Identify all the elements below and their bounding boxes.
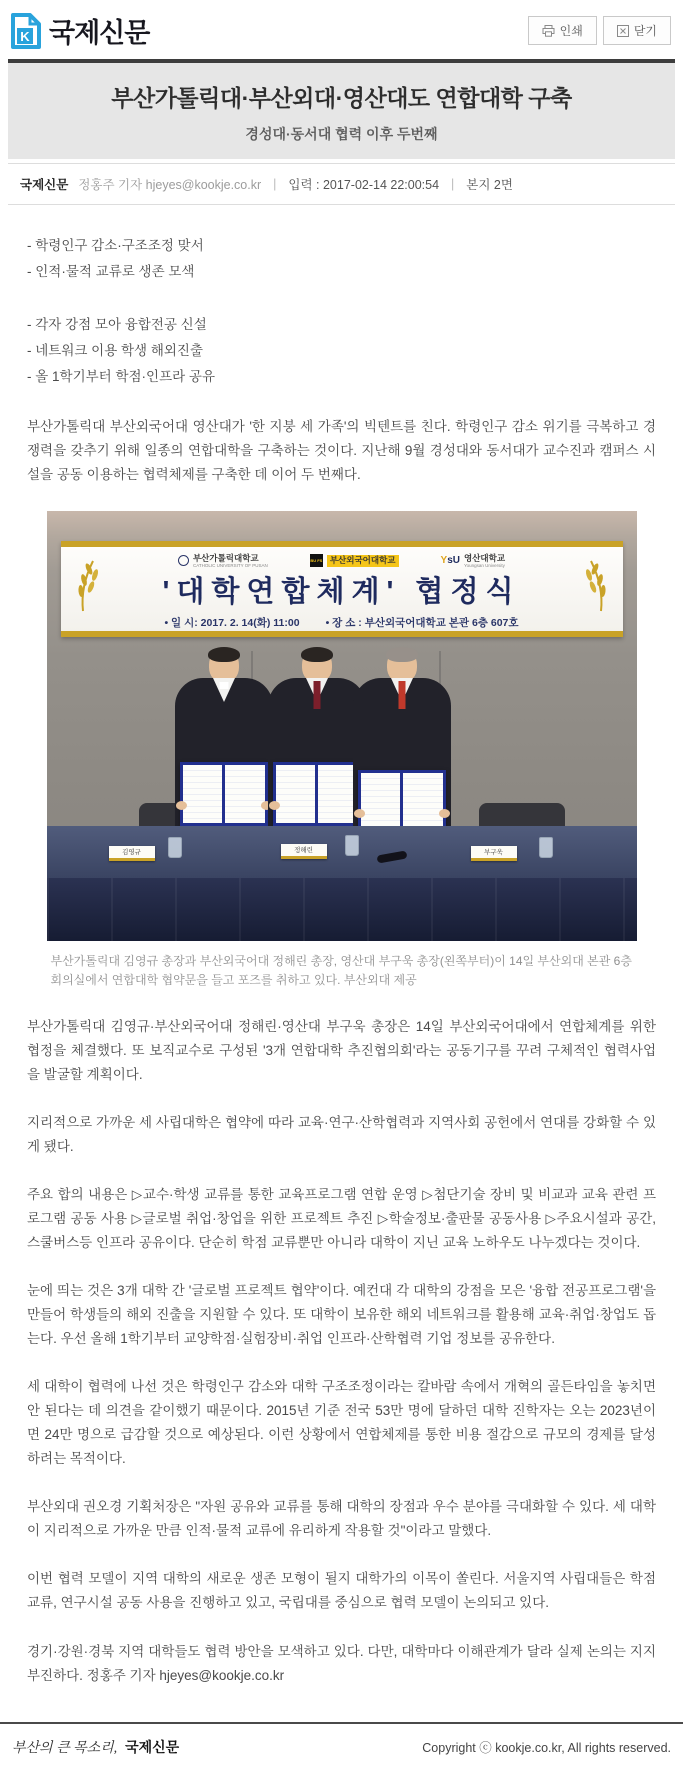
article-paragraph: 부산가톨릭대 부산외국어대 영산대가 '한 지붕 세 가족'의 빅텐트를 친다. 학령인구 감소 위기를 극복하고 경쟁력을 갖추기 위해 일종의 연합대학을 구축하는 것이다. 지난해 9월 경성대와 동서대가 교수진과 캠퍼스 시설을 공동 이용하는 협력체제를 구축한 데 이어 두 번째다. [27, 418, 656, 482]
nameplate: 김영규 [109, 846, 155, 861]
logo-name: 부산가톨릭대학교 [192, 552, 259, 563]
footer-copyright: Copyright ⓒ kookje.co.kr, All rights reserved. [422, 1740, 671, 1755]
article-paragraph: 이번 협력 모델이 지역 대학의 새로운 생존 모형이 될지 대학가의 이목이 쏠린다. 서울지역 사립대들은 학점 교류, 연구시설 공동 사용을 진행하고 있고, 국립대를 중심으로 협력 모델이 논의되고 있다. [27, 1571, 656, 1611]
table-drape [47, 878, 637, 941]
ysu-mark-icon: YsU [440, 555, 460, 567]
byline-published: 입력 : 2017-02-14 22:00:54 [288, 178, 440, 192]
banner-date: • 일 시: 2017. 2. 14(화) 11:00 [164, 617, 300, 630]
person-hair [208, 647, 240, 662]
article-figure [47, 511, 637, 992]
clerical-collar [219, 682, 228, 689]
catholic-univ-emblem-icon [178, 555, 189, 566]
person-tie [313, 681, 320, 709]
water-glass [345, 835, 359, 856]
article-paragraph: 부산외대 권오경 기획처장은 "자원 공유와 교류를 통해 대학의 장점과 우수 분야를 극대화할 수 있다. 세 대학이 지리적으로 가까운 만큼 인적·물적 교류에 유리하게 작용할 것"이라고 말했다. [27, 1499, 656, 1539]
article-title-box [8, 63, 675, 159]
logo-name: 부산외국어대학교 [327, 555, 399, 566]
article-paragraph: 주요 합의 내용은 ▷교수·학생 교류를 통한 교육프로그램 연합 운영 ▷첨단기술 장비 및 비교과 교육 관련 프로그램 공동 사용 ▷글로벌 취업·창업을 위한 프로젝트 추진 ▷학술정보·출판물 공동사용 ▷주요시설과 공간, 스쿨버스등 인프라 공유이다. 단순히 학점 교류뿐만 아니라 대학이 지닌 교육 노하우도 나누겠다는 것이다. [27, 1187, 656, 1251]
svg-text:K: K [20, 28, 30, 44]
banner-title: '대학연합체계' 협정식 [162, 576, 521, 609]
summary-bullet: - 각자 강점 모아 융합전공 신설 [27, 316, 207, 332]
agreement-folder [180, 762, 268, 826]
article-subtitle: 경성대·동서대 협력 이후 두번째 [245, 126, 438, 142]
kookje-logo [10, 11, 149, 50]
summary-bullet: - 인적·물적 교류로 생존 모색 [27, 264, 195, 280]
byline [8, 163, 675, 205]
laurel-decoration-icon [69, 557, 103, 615]
logo-catholic-univ [178, 554, 268, 569]
person-hand [439, 809, 450, 818]
person-hand [176, 801, 187, 810]
kookje-logo-icon [10, 12, 42, 50]
water-glass [168, 837, 182, 858]
summary-bullets-1 [27, 233, 656, 286]
footer [0, 1722, 683, 1777]
header-buttons [528, 16, 671, 45]
person-tie [398, 681, 405, 709]
summary-bullet: - 네트워크 이용 학생 해외진출 [27, 342, 203, 358]
byline-page: 본지 2면 [466, 178, 513, 192]
folder-page [361, 773, 401, 831]
article-paragraph: 지리적으로 가까운 세 사립대학은 협약에 따라 교육·연구·산학협력과 지역사회 공헌에서 연대를 강화할 수 있게 됐다. [27, 1115, 656, 1155]
header [0, 0, 683, 59]
person-figure-right [347, 649, 457, 839]
article-paragraph: 경기·강원·경북 지역 대학들도 협력 방안을 모색하고 있다. 다만, 대학마다 이해관계가 달라 실제 논의는 지지부진하다. 정홍주 기자 hjeyes@kookje.co.kr [27, 1643, 656, 1683]
bufs-mark-icon: BU FS [310, 554, 323, 567]
person-hand [269, 801, 280, 810]
summary-bullets-2 [27, 312, 656, 391]
article-photo [47, 511, 637, 941]
person-hair [386, 647, 418, 662]
byline-brand: 국제신문 [20, 178, 69, 192]
close-button[interactable] [603, 16, 671, 45]
close-icon [617, 25, 629, 37]
byline-separator: | [273, 177, 277, 191]
summary-bullet: - 학령인구 감소·구조조정 맞서 [27, 238, 204, 253]
photo-caption: 부산가톨릭대 김영규 총장과 부산외국어대 정해린 총장, 영산대 부구욱 총장(왼쪽부터)이 14일 부산외대 본관 6층 회의실에서 연합대학 협약문을 들고 포즈를 취하고 있다. 부산외대 제공 [50, 953, 632, 988]
print-button[interactable] [528, 16, 597, 45]
person-torso [175, 678, 273, 828]
bullet-gap [27, 286, 656, 312]
article-body [0, 205, 683, 1688]
banner-logos [61, 554, 623, 569]
folder-page [403, 773, 443, 831]
banner-place: • 장 소 : 부산외국어대학교 본관 6층 607호 [325, 617, 519, 630]
article-title: 부산가톨릭대·부산외대·영산대도 연합대학 구축 [111, 85, 572, 111]
byline-separator: | [451, 177, 455, 191]
person-torso [353, 678, 451, 828]
article-paragraph: 눈에 띄는 것은 3개 대학 간 '글로벌 프로젝트 협약'이다. 예컨대 각 대학의 강점을 모은 '융합 전공프로그램'을 만들어 학생들의 해외 진출을 지원할 수 있다. 또 대학이 보유한 해외 네트워크를 활용해 교육·취업·창업도 돕는다. 우선 올해 1학기부터 교양학점·실험장비·취업 인프라·산학협력 기업 정보를 공유한다. [27, 1283, 656, 1347]
person-hand [354, 809, 365, 818]
agreement-folder [358, 770, 446, 834]
water-glass [539, 837, 553, 858]
logo-name: 영산대학교 [463, 552, 506, 563]
close-button-label: 닫기 [633, 24, 657, 38]
folder-page [183, 765, 223, 823]
brand-title: 국제신문 [49, 18, 150, 48]
logo-subtitle: Youngsan University [463, 562, 505, 568]
person-hair [301, 647, 333, 662]
logo-bufs [310, 554, 399, 567]
article-paragraph: 부산가톨릭대 김영규·부산외국어대 정해린·영산대 부구욱 총장은 14일 부산외국어대에서 연합체계를 위한 협정을 체결했다. 또 보직교수로 구성된 '3개 연합대학 추진협의회'라는 공동기구를 꾸려 구체적인 협력사업을 발굴할 계획이다. [27, 1019, 656, 1083]
printer-icon [542, 25, 555, 37]
nameplate: 부구욱 [471, 846, 517, 861]
footer-slogan-prefix: 부산의 큰 목소리, [12, 1740, 118, 1756]
article-paragraph: 세 대학이 협력에 나선 것은 학령인구 감소와 대학 구조조정이라는 칼바람 속에서 개혁의 골든타임을 놓치면 안 된다는 데 의견을 같이했기 때문이다. 2015년 기준 전국 53만 명에 달하던 대학 진학자는 오는 2023년이면 24만 명으로 급감할 것으로 예상된다. 이런 상황에서 연합체제를 통한 비용 절감으로 규모의 경제를 달성하려는 목적이다. [27, 1379, 656, 1467]
byline-reporter: 정홍주 기자 hjeyes@kookje.co.kr [78, 178, 262, 192]
footer-slogan-brand: 국제신문 [125, 1738, 180, 1755]
summary-bullet: - 올 1학기부터 학점·인프라 공유 [27, 369, 215, 385]
nameplate: 정해린 [281, 844, 327, 859]
banner-details [61, 615, 623, 630]
laurel-decoration-icon [581, 557, 615, 615]
folder-page [225, 765, 265, 823]
folder-page [276, 765, 316, 823]
ceremony-banner [61, 541, 623, 637]
print-button-label: 인쇄 [559, 24, 583, 38]
logo-subtitle: CATHOLIC UNIVERSITY OF PUSAN [192, 562, 268, 568]
footer-slogan [12, 1737, 179, 1757]
logo-youngsan [441, 554, 506, 569]
